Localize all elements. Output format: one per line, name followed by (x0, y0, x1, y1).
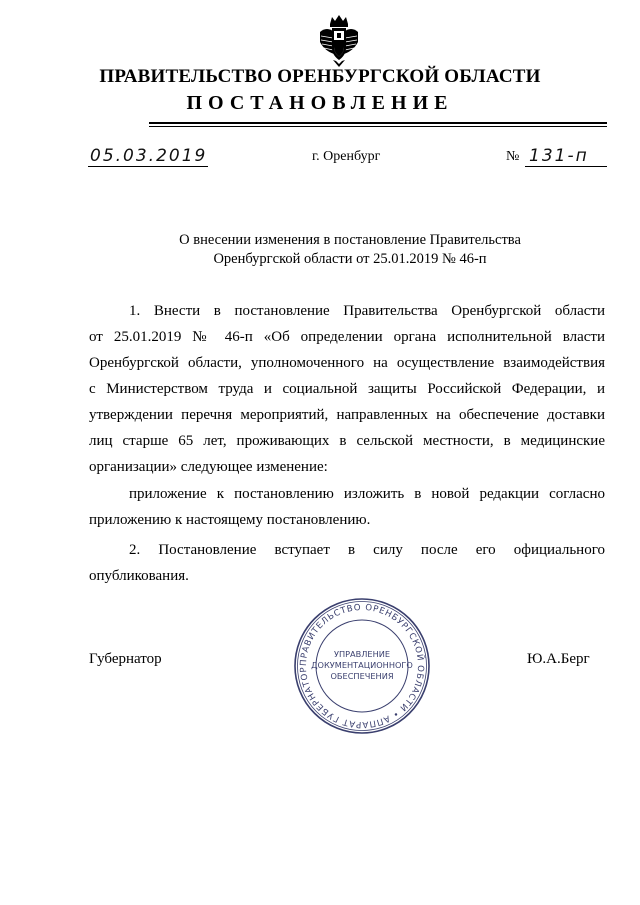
official-stamp (292, 596, 432, 736)
text-line: утверждении перечня мероприятий, направленных на обеспечение доставки (89, 407, 605, 423)
date-underline (88, 166, 208, 167)
paragraph-3 (89, 537, 605, 589)
date-value: 05.03.2019 (90, 146, 208, 166)
coat-of-arms-icon (318, 14, 360, 68)
number-value: 131-п (529, 146, 589, 166)
text-line: 2. Постановление вступает в силу после его официального (129, 542, 605, 558)
text-line: от 25.01.2019 № 46-п «Об определении органа исполнительной власти (89, 329, 605, 345)
header-rule-thin (149, 126, 607, 127)
number-underline (525, 166, 607, 167)
text-line: приложению к настоящему постановлению. (89, 512, 371, 528)
number-sign: № (506, 149, 520, 164)
stamp-inner-line: ОБЕСПЕЧЕНИЯ (330, 671, 394, 681)
paragraph-1 (89, 298, 605, 480)
number-field (525, 146, 607, 168)
text-line: 1. Внести в постановление Правительства Оренбургской области (129, 303, 605, 319)
stamp-inner-line: ДОКУМЕНТАЦИОННОГО (311, 660, 413, 670)
government-title: ПРАВИТЕЛЬСТВО ОРЕНБУРГСКОЙ ОБЛАСТИ (99, 66, 541, 87)
subject-line: О внесении изменения в постановление Правительства (179, 232, 521, 248)
subject-line: Оренбургской области от 25.01.2019 № 46-п (213, 251, 487, 267)
paragraph-2 (89, 481, 605, 533)
text-line: опубликования. (89, 568, 189, 584)
stamp-seal-icon (292, 596, 432, 736)
text-line: Оренбургской области, уполномоченного на осуществление взаимодействия (89, 355, 605, 371)
stamp-ring-text: ПРАВИТЕЛЬСТВО ОРЕНБУРГСКОЙ ОБЛАСТИ • АППАРАТ ГУБЕРНАТОР (298, 602, 426, 730)
document-subject (120, 231, 580, 269)
city-label: г. Оренбург (312, 149, 381, 164)
header-rule (149, 122, 607, 124)
text-line: с Министерством труда и социальной защиты Российской Федерации, и (89, 381, 605, 397)
document-type: ПОСТАНОВЛЕНИЕ (186, 92, 454, 114)
date-field (88, 146, 208, 168)
text-line: лиц старше 65 лет, проживающих в сельской местности, в медицинские (89, 433, 605, 449)
signatory-name: Ю.А.Берг (527, 651, 590, 667)
text-line: организации» следующее изменение: (89, 459, 328, 475)
stamp-inner-line: УПРАВЛЕНИЕ (333, 649, 391, 659)
text-line: приложение к постановлению изложить в новой редакции согласно (129, 486, 605, 502)
signatory-role: Губернатор (89, 651, 162, 667)
